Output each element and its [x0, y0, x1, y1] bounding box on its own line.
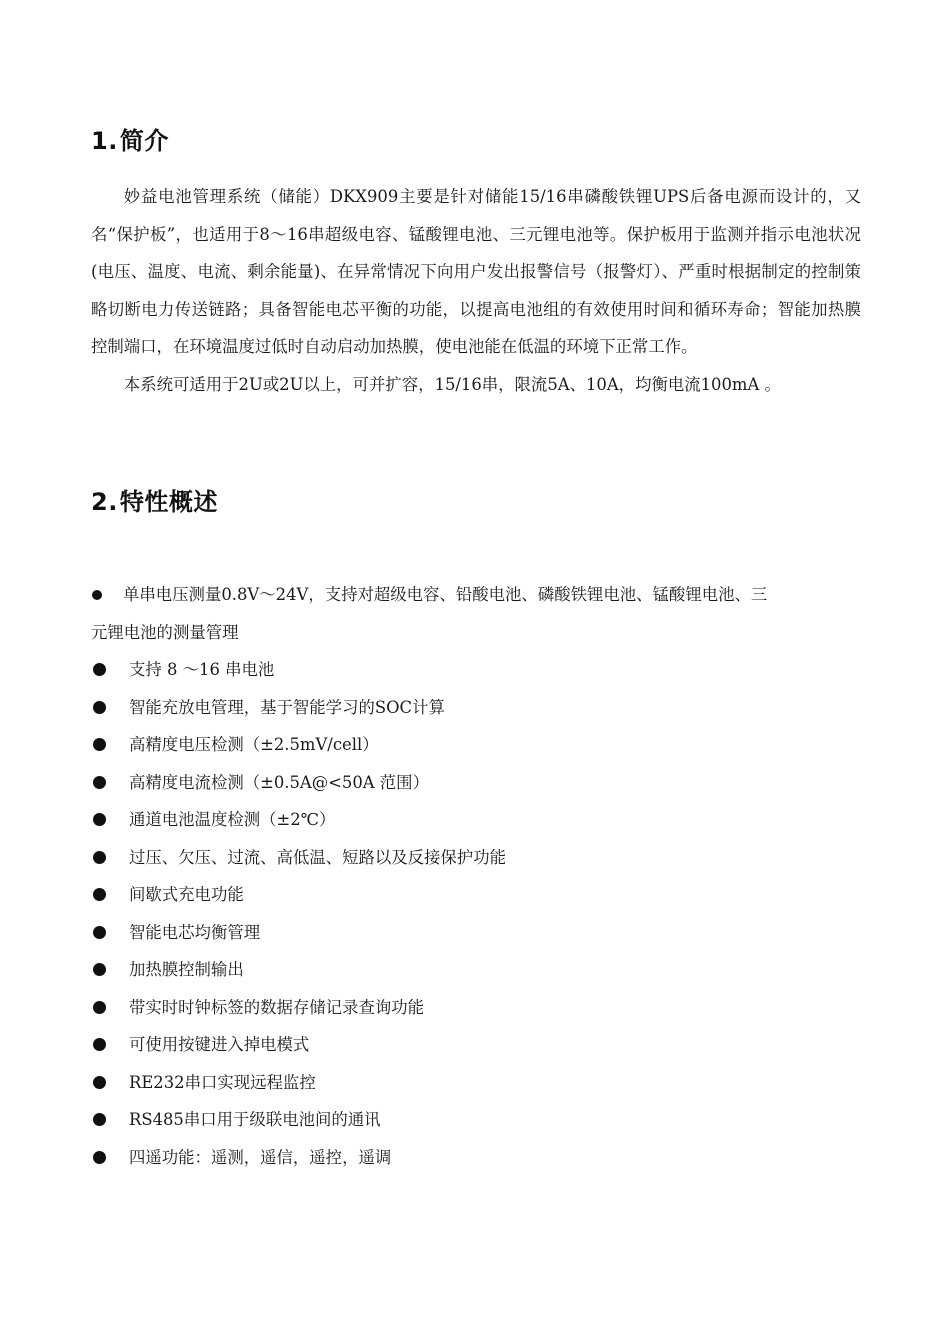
bullet-icon [93, 1076, 106, 1089]
feature-text-continued: 元锂电池的测量管理 [91, 622, 239, 642]
feature-text: 带实时时钟标签的数据存储记录查询功能 [129, 997, 425, 1017]
bullet-icon [93, 701, 106, 714]
feature-item [91, 951, 861, 989]
bullet-icon [93, 1113, 106, 1126]
feature-text: RS485串口用于级联电池间的通讯 [129, 1110, 381, 1129]
bullet-icon [93, 738, 106, 751]
feature-text: RE232串口实现远程监控 [129, 1072, 316, 1092]
section-title: 简介 [119, 127, 169, 155]
feature-text: 支持 8 ～16 串电池 [129, 660, 275, 679]
feature-text: 加热膜控制输出 [129, 960, 244, 979]
section-number: 1. [91, 127, 118, 155]
bullet-icon [93, 888, 106, 901]
feature-text: 智能电芯均衡管理 [129, 922, 261, 942]
feature-item [91, 764, 861, 802]
intro-paragraph: 本系统可适用于2U或2U以上，可并扩容，15/16串，限流5A、10A，均衡电流100mA 。 [123, 374, 781, 394]
feature-item [91, 914, 861, 952]
bullet-icon [93, 813, 106, 826]
feature-text: 可使用按键进入掉电模式 [129, 1035, 310, 1054]
feature-item [91, 801, 861, 839]
feature-text: 四遥功能：遥测，遥信，遥控，遥调 [129, 1147, 392, 1167]
feature-item [91, 1026, 861, 1064]
feature-item [91, 689, 861, 727]
section-title: 特性概述 [119, 488, 218, 516]
bullet-icon [93, 851, 106, 864]
section-number: 2. [91, 488, 118, 516]
feature-text: 高精度电压检测（±2.5mV/cell） [129, 735, 379, 754]
bullet-icon [93, 1038, 106, 1051]
bullet-icon [93, 776, 106, 789]
feature-text: 单串电压测量0.8V～24V，支持对超级电容、铅酸电池、磷酸铁锂电池、锰酸锂电池、三 [123, 585, 768, 604]
feature-item [91, 839, 861, 877]
section-heading-features [91, 487, 218, 517]
bullet-icon [93, 663, 106, 676]
section-heading-intro [91, 126, 169, 156]
feature-item [91, 576, 861, 651]
feature-item [91, 651, 861, 689]
intro-paragraph: 妙益电池管理系统（储能）DKX909主要是针对储能15/16串磷酸铁锂UPS后备电源而设计的，又名“保护板”，也适用于8～16串超级电容、锰酸锂电池、三元锂电池等。保护板用于监测并指示电池状况(电压、温度、电流、剩余能量)、在异常情况下向用户发出报警信号（报警灯）、严重时根据制定的控制策略切断电力传送链路；具备智能电芯平衡的功能，以提高电池组的有效使用时间和循环寿命；智能加热膜控制端口，在环境温度过低时自动启动加热膜，使电池能在低温的环境下正常工作。 [91, 187, 861, 356]
feature-list [91, 576, 861, 1176]
feature-item [91, 876, 861, 914]
feature-text: 智能充放电管理，基于智能学习的SOC计算 [129, 697, 445, 717]
feature-text: 通道电池温度检测（±2℃） [129, 810, 336, 829]
bullet-icon [93, 963, 106, 976]
feature-text: 过压、欠压、过流、高低温、短路以及反接保护功能 [129, 847, 506, 867]
feature-text: 间歇式充电功能 [129, 885, 244, 904]
feature-item [91, 1101, 861, 1139]
bullet-icon [93, 1151, 106, 1164]
feature-item [91, 1139, 861, 1177]
intro-body [91, 178, 861, 403]
feature-item [91, 1064, 861, 1102]
feature-item [91, 989, 861, 1027]
bullet-icon [93, 926, 106, 939]
bullet-icon [93, 1001, 106, 1014]
feature-text: 高精度电流检测（±0.5A@<50A 范围） [129, 772, 429, 792]
feature-item [91, 726, 861, 764]
bullet-icon [92, 590, 102, 600]
